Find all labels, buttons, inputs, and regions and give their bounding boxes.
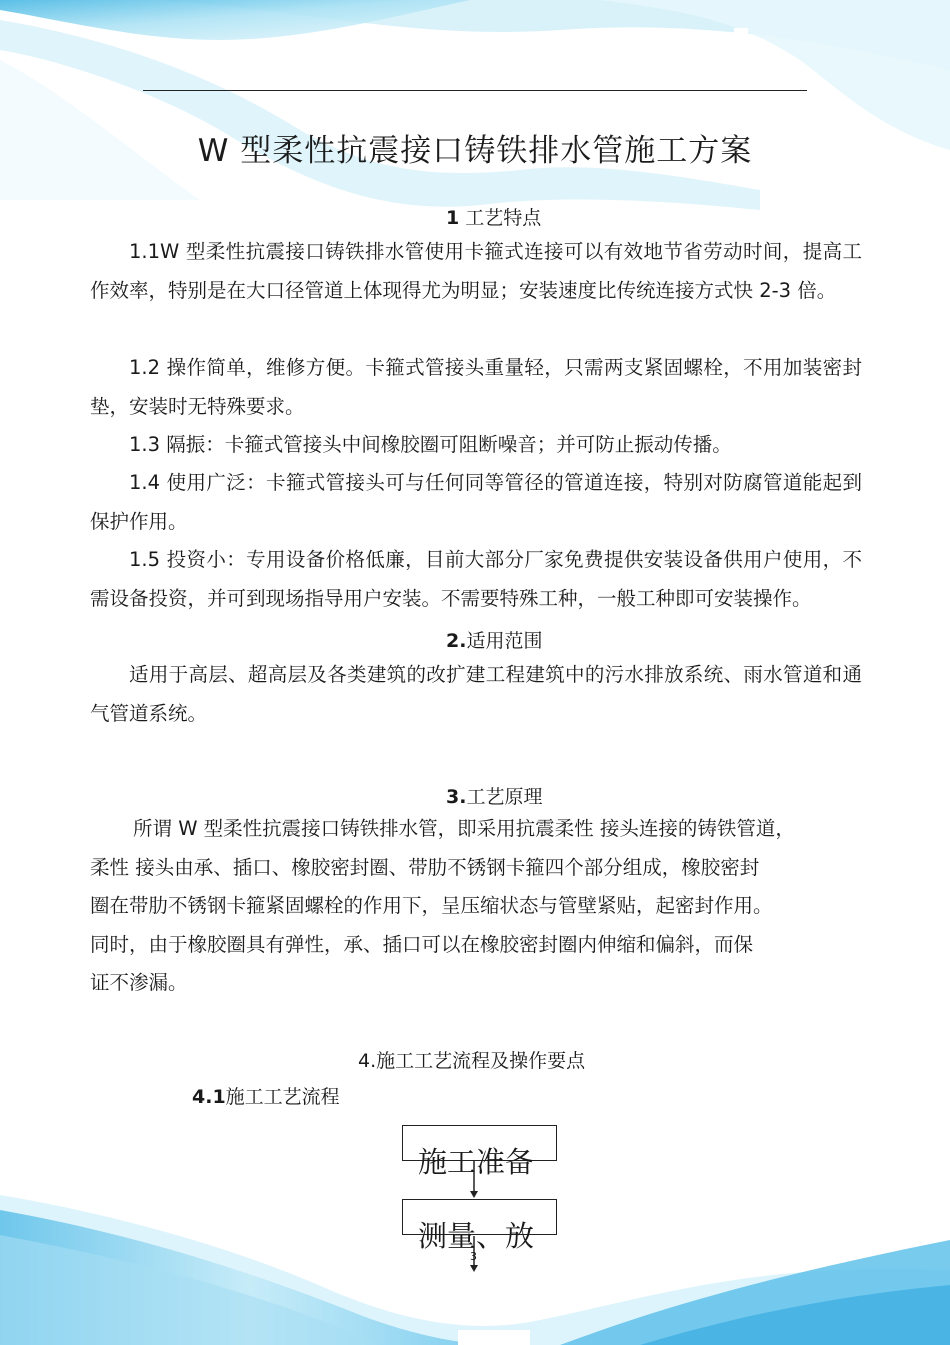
flow-step-2-label: 测量、放 (418, 1219, 535, 1253)
flow-arrow-1-head (470, 1191, 478, 1198)
paragraph-1-1: 1.1W 型柔性抗震接口铸铁排水管使用卡箍式连接可以有效地节省劳动时间，提高工作效率，特别是在大口径管道上体现得尤为明显；安装速度比传统连接方式快 2-3 倍。 (90, 240, 862, 302)
section-3-heading (446, 782, 542, 809)
section-3-number: 3. (446, 786, 467, 808)
section-2-title: 适用范围 (466, 630, 543, 652)
paragraph-3-line-3: 圈在带肋不锈钢卡箍紧固螺栓的作用下，呈压缩状态与管壁紧贴，起密封作用。 (90, 894, 773, 917)
paragraph-3-line-2: 柔性 接头由承、插口、橡胶密封圈、带肋不锈钢卡箍四个部分组成，橡胶密封 (90, 855, 760, 879)
section-1-heading (446, 203, 541, 230)
section-3-title: 工艺原理 (466, 786, 543, 808)
paragraph-3-line-4: 同时，由于橡胶圈具有弹性，承、插口可以在橡胶密封圈内伸缩和偏斜，而保 (90, 932, 754, 956)
section-4-1-heading (192, 1082, 340, 1109)
paragraph-3-line-5: 证不渗漏。 (90, 971, 188, 994)
paragraph-1-4: 1.4 使用广泛：卡箍式管接头可与任何同等管径的管道连接，特别对防腐管道能起到保护作用。 (90, 471, 862, 533)
header-rule (143, 90, 807, 91)
paragraph-3 (90, 810, 795, 1003)
section-4-1-title: 施工工艺流程 (225, 1086, 340, 1108)
section-2-heading (446, 626, 542, 653)
bottom-tab (458, 1330, 530, 1345)
document-title: W 型柔性抗震接口铸铁排水管施工方案 (197, 133, 753, 169)
flow-arrow-2-head (470, 1265, 478, 1272)
section-2-number: 2. (446, 630, 467, 652)
section-4-1-number: 4.1 (192, 1086, 226, 1108)
page-number: 3 (470, 1250, 477, 1263)
section-4-heading: 4.施工工艺流程及操作要点 (358, 1050, 586, 1072)
paragraph-1-5: 1.5 投资小：专用设备价格低廉，目前大部分厂家免费提供安装设备供用户使用，不需设备投资，并可到现场指导用户安装。不需要特殊工种，一般工种即可安装操作。 (90, 548, 862, 610)
section-1-title: 工艺特点 (465, 207, 542, 229)
section-1-number: 1 (446, 207, 460, 229)
paragraph-2: 适用于高层、超高层及各类建筑的改扩建工程建筑中的污水排放系统、雨水管道和通气管道系统。 (90, 663, 862, 725)
paragraph-1-2: 1.2 操作简单，维修方便。卡箍式管接头重量轻，只需两支紧固螺栓，不用加装密封垫，安装时无特殊要求。 (90, 356, 862, 418)
corner-mark (734, 28, 748, 74)
flow-step-1-label: 施工准备 (418, 1145, 535, 1179)
paragraph-1-3: 1.3 隔振：卡箍式管接头中间橡胶圈可阻断噪音；并可防止振动传播。 (129, 433, 732, 456)
paragraph-3-line-1: 所谓 W 型柔性抗震接口铸铁排水管，即采用抗震柔性 接头连接的铸铁管道， (133, 817, 795, 840)
